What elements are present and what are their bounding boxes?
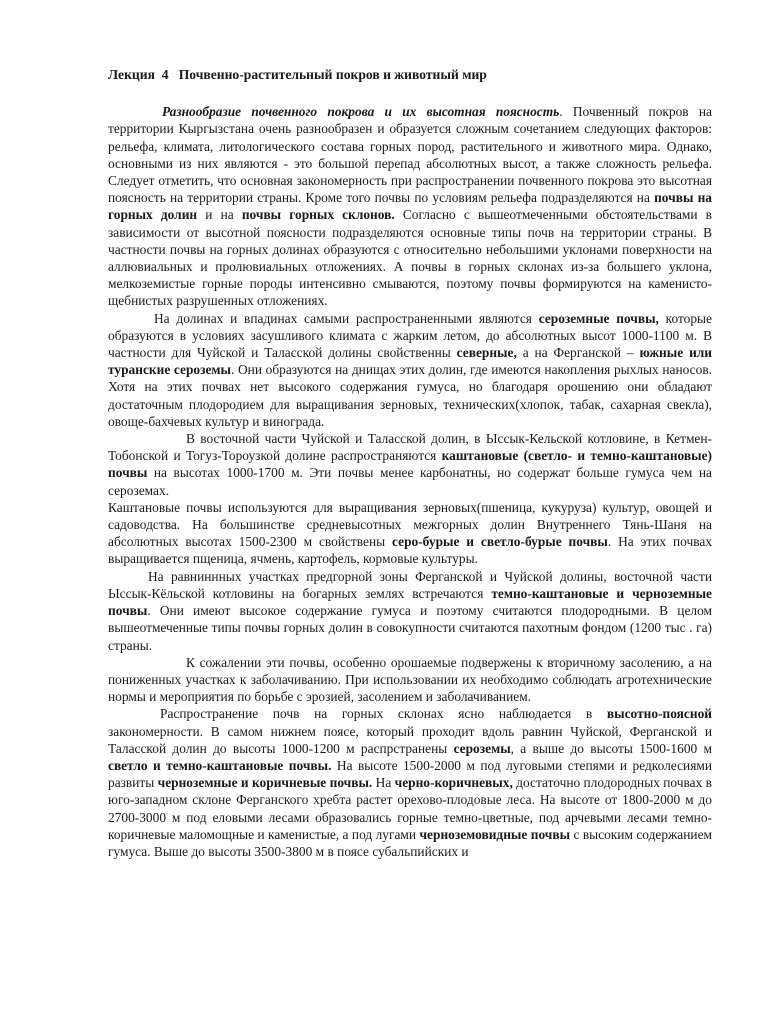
emphasized-term: сероземные почвы, [538, 310, 659, 326]
paragraph-altitudinal-zonation [108, 705, 712, 860]
emphasized-term: сероземы [453, 740, 511, 756]
paragraph-chestnut-soils [108, 430, 712, 499]
emphasized-term: высотно-поясной [606, 706, 712, 722]
text-run: Распространение почв на горных склонах ясно наблюдается в [160, 706, 607, 722]
text-run: . Они образуются на днищах этих долин, где имеются накопления рыхлых наносов. Хотя на этих почвах нет высокого содержания гумуса, но благодаря орошению они обладают достаточным плодородием для выращивания зерновых, технических(хлопок, табак, сахарная свекла), овоще-бахчевых культур и винограда. [108, 362, 712, 429]
paragraph-valley-sierozems [108, 310, 712, 430]
document-page [108, 66, 712, 860]
text-run: а на Ферганской – [516, 345, 640, 361]
text-run: и на [197, 207, 242, 223]
emphasized-term: черно-коричневых, [394, 775, 513, 791]
text-run: с высоким содержанием гумуса. Выше до высоты 3500-3800 м в поясе субальпийских и [108, 826, 712, 859]
text-run: На высоте 1500-2000 м под луговыми степями и редколесиями развиты [108, 757, 712, 791]
text-run: В восточной части Чуйской и Таласской долин, в Ыссык-Кельской котловине, в Кетмен-Тобонской и Тогуз-Тороузкой долине распространяются [108, 431, 712, 464]
emphasized-term: Разнообразие почвенного покрова и их высотная поясность [162, 104, 560, 120]
text-run: На равниннных участках предгорной зоны Ферганской и Чуйской долины, восточной части Ыссык-Кёльской котловины на богарных землях встречаются [108, 568, 712, 601]
emphasized-term: каштановые (светло- и темно-каштановые) почвы [108, 448, 712, 481]
text-run: . На этих почвах выращивается пщеница, ячмень, картофель, кормовые культуры. [108, 534, 713, 567]
text-run: На долинах и впадинах самыми распространенными являются [154, 310, 539, 326]
emphasized-term: темно-каштановые и черноземные почвы [108, 585, 712, 619]
text-run: Согласно с вышеотмеченными обстоятельствами в зависимости от высотной поясности подразделяются основные типы почв на территории страны. В частности почвы на горных долинах образуются с относительно небольшими уклонами поверхности на аллювиальных и пролювиальных отложениях. А почвы в горных склонах из-за большего уклона, мелкоземистые горные породы интенсивно смываются, поэтому почвы формируются на каменисто-щебнистых разрушенных отложениях. [108, 207, 713, 309]
emphasized-term: южные или туранские сероземы [108, 345, 713, 378]
text-run: на высотах 1000-1700 м. Эти почвы менее карбонатны, но содержат больше гумуса чем на сероземах. [108, 465, 712, 498]
emphasized-term: северные, [456, 345, 517, 361]
text-run: закономерности. В самом нижнем поясе, который проходит вдоль равнин Чуйской, Ферганской и Таласской долин до высоты 1000-1200 м распрстранены [108, 723, 712, 756]
emphasized-term: серо-бурые и светло-бурые почвы [392, 534, 608, 550]
text-run: . Почвенный покров на территории Кыргызстана очень разнообразен и образуется сложным сочетанием следующих факторов: рельефа, климата, литологического состава горных пород, растительного и животного мира. Однако, основными из них являются - это большой перепад абсолютных высот, а также сложность рельефа. Следует отметить, что основная закономерность при распространении почвенного покрова это высотная поясность на территории страны. Кроме того почвы по условиям рельефа подразделяются на [108, 104, 712, 206]
text-run: которые образуются в условиях засушливого климата с жарким летом, до абсолютных высот 1000-1100 м. В частности для Чуйской и Таласской долины свойственны [108, 310, 713, 361]
text-run: . Они имеют высокое содержание гумуса и поэтому считаются плодородными. В целом вышеотмеченные типы почвы горных долин в совокупности считаются пахотным фондом (1200 тыс . га) страны. [108, 603, 712, 653]
paragraph-soil-diversity [108, 103, 712, 309]
text-run: К сожалении эти почвы, особенно орошаемые подвержены к вторичному засолению, а на пониженных участках к заболачиванию. При использовании их необходимо соблюдать агротехнические нормы и мероприятия по борьбе с эрозией, засолением и заболачиванием. [108, 654, 712, 705]
emphasized-term: черноземовидные почвы [419, 826, 571, 842]
emphasized-term: почвы на горных долин [108, 190, 712, 223]
emphasized-term: почвы горных склонов. [241, 207, 395, 223]
text-run: , а выше до высоты 1500-1600 м [510, 740, 712, 756]
emphasized-term: черноземные и коричневые почвы. [157, 775, 373, 791]
paragraph-chestnut-use [108, 499, 712, 568]
text-run: На [372, 775, 395, 791]
emphasized-term: светло и темно-каштановые почвы. [108, 757, 332, 773]
text-run: достаточно плодородных почвах в юго-западном склоне Ферганского хребта растет орехово-плодовые леса. На высоте от 1800-2000 м до 2700-3000 м под еловыми лесами образовались горные темно-цветные, под арчевыми лесами темно-коричневые маломощные и каменистые, а под лугами [108, 775, 712, 842]
text-run: Каштановые почвы используются для выращивания зерновых(пшеница, кукуруза) культур, овощей и садоводства. На большинстве средневысотных межгорных долин Внутреннего Тянь-Шаня на абсолютных высотах 1500-2300 м свойствены [108, 499, 712, 550]
paragraph-chernozem [108, 568, 712, 654]
lecture-title: Лекция 4 Почвенно-растительный покров и животный мир [108, 67, 487, 82]
paragraph-salinization [108, 654, 712, 706]
